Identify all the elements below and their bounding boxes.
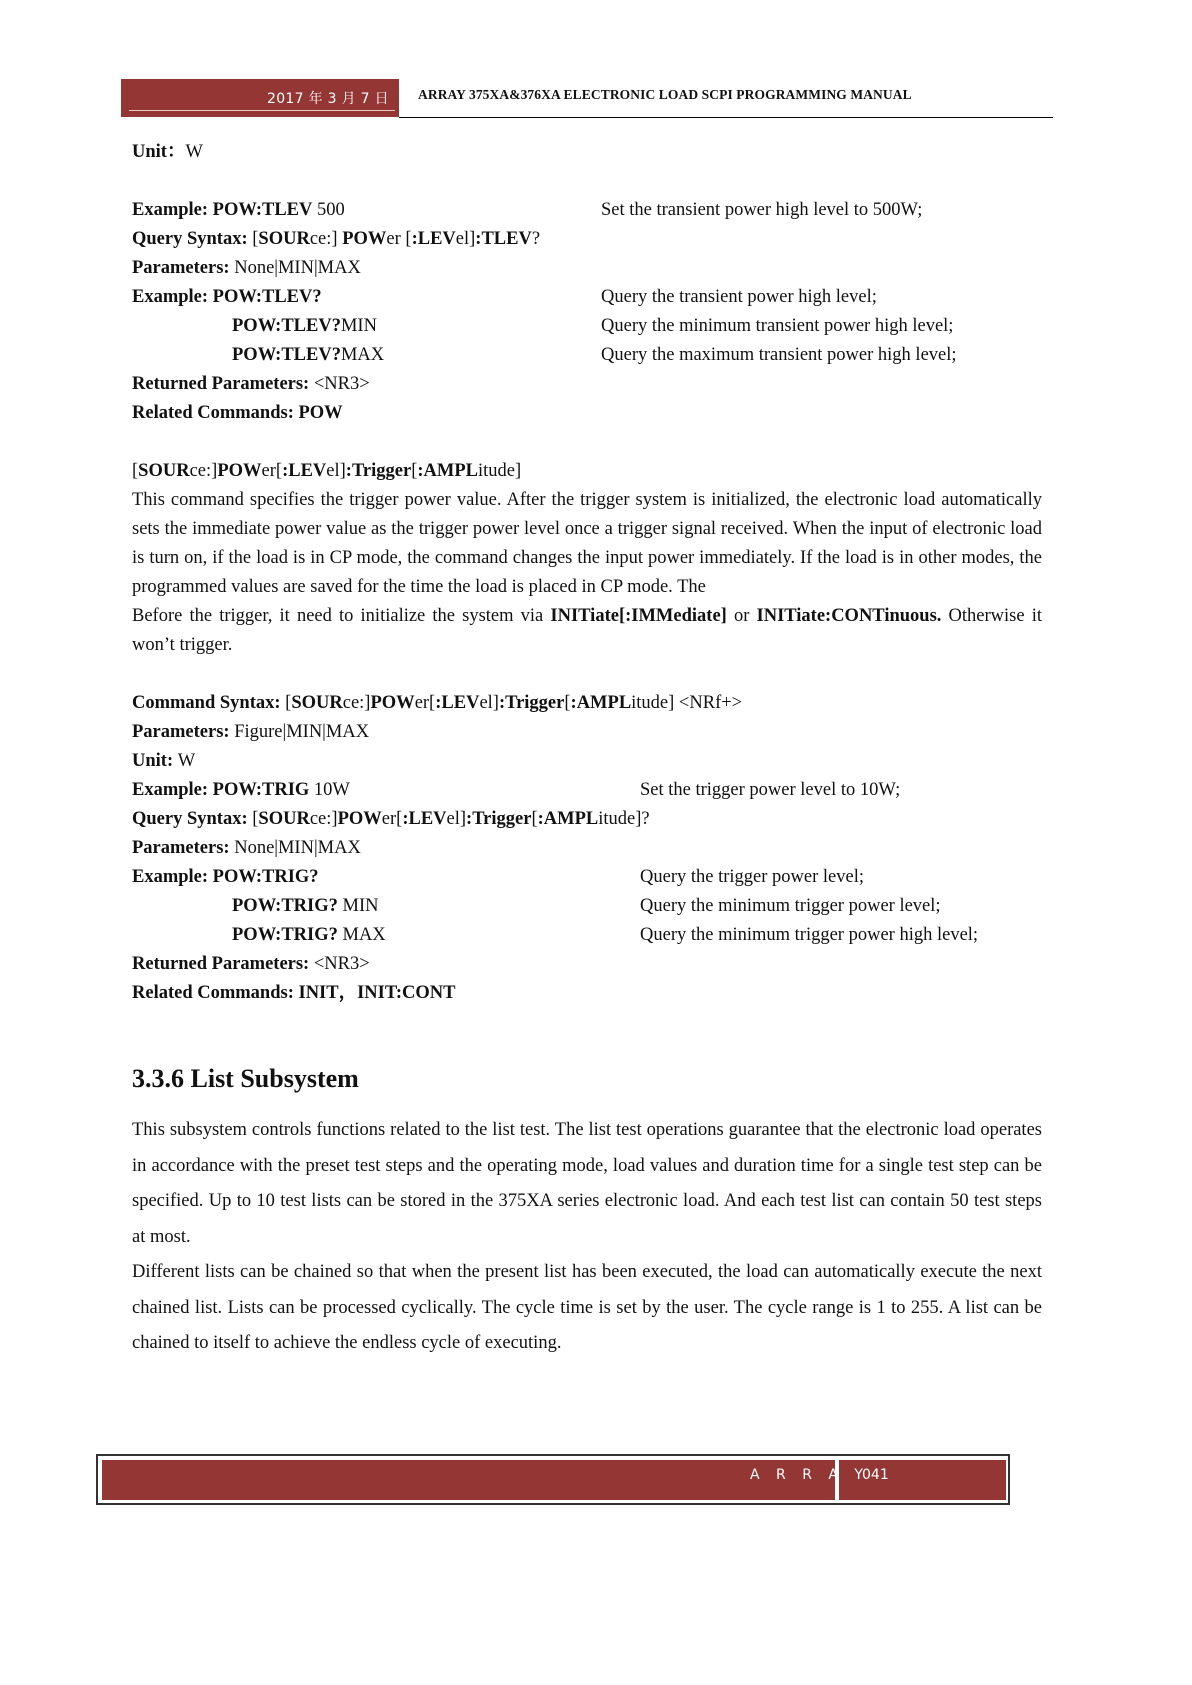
syntax-part: :LEV bbox=[435, 693, 480, 713]
page-number: 041 bbox=[862, 1467, 889, 1483]
syntax-part: SOUR bbox=[291, 693, 343, 713]
tlev-example-value: 500 bbox=[312, 200, 345, 220]
tlev-query-syntax-line bbox=[132, 225, 1042, 254]
cmd-part: [ bbox=[132, 461, 139, 481]
tlev-unit-label: Unit： bbox=[132, 142, 186, 162]
header-rule bbox=[399, 117, 1053, 118]
syntax-part: POW bbox=[370, 693, 415, 713]
cmd-part: itude] bbox=[477, 461, 522, 481]
trig-example2-desc: Query the trigger power level; bbox=[640, 867, 864, 887]
trig-example-label: Example: POW:TRIG bbox=[132, 780, 310, 800]
tlev-example3-desc: Query the minimum transient power high level; bbox=[601, 316, 954, 336]
trig-unit-label: Unit: bbox=[132, 751, 178, 771]
syntax-part: ce:] bbox=[309, 229, 343, 249]
syntax-part: POW bbox=[342, 229, 387, 249]
syntax-part: [ bbox=[252, 809, 259, 829]
syntax-part: :LEV bbox=[402, 809, 447, 829]
desc-part: Before the trigger, it need to initialize the system via bbox=[132, 606, 551, 626]
tlev-example3-cmd: POW:TLEV? bbox=[232, 316, 341, 336]
syntax-part: [ bbox=[285, 693, 292, 713]
tlev-example4-line bbox=[132, 341, 1042, 370]
syntax-part: SOUR bbox=[258, 229, 310, 249]
tlev-example4-arg: MAX bbox=[340, 345, 385, 365]
list-paragraph-1 bbox=[132, 1113, 1042, 1362]
syntax-part: el] bbox=[479, 693, 499, 713]
trig-example2-label: Example: POW:TRIG? bbox=[132, 867, 319, 887]
trig-command-syntax-line bbox=[132, 689, 1042, 718]
syntax-part: el] bbox=[446, 809, 467, 829]
cmd-part: POW bbox=[217, 461, 262, 481]
trig-query-params-value: None|MIN|MAX bbox=[234, 838, 361, 858]
syntax-part: ce:] bbox=[309, 809, 338, 829]
trig-command-title bbox=[132, 457, 1042, 486]
syntax-part: [ bbox=[531, 809, 538, 829]
trig-example4-arg: MAX bbox=[337, 925, 386, 945]
tlev-example2-desc: Query the transient power high level; bbox=[601, 287, 877, 307]
syntax-part: :LEV bbox=[411, 229, 456, 249]
syntax-part: :Trigger bbox=[466, 809, 532, 829]
cmd-part: er[ bbox=[261, 461, 283, 481]
tlev-unit-value: W bbox=[185, 142, 203, 162]
trig-unit-value: W bbox=[177, 751, 196, 771]
list-para2-text: Different lists can be chained so that when the present list has been executed, the load can automatically execute the next chained list. Lists can be processed cyclically. The cycle time is set by the user. The cycle range is 1 to 255. A list can be chained to itself to achieve the endless cycle of executing. bbox=[132, 1262, 1042, 1353]
trig-example4-line bbox=[132, 921, 1042, 950]
desc-part: Otherwise it won’t trigger. bbox=[132, 606, 1042, 655]
trig-example3-arg: MIN bbox=[337, 896, 379, 916]
cmd-part: SOUR bbox=[138, 461, 190, 481]
trig-query-syntax-line bbox=[132, 805, 1042, 834]
syntax-part: itude]? bbox=[598, 809, 650, 829]
syntax-part: er[ bbox=[414, 693, 436, 713]
footer-brand: A R R A Y bbox=[750, 1467, 869, 1483]
cmd-part: :Trigger bbox=[345, 461, 412, 481]
trig-example2-line bbox=[132, 863, 1042, 892]
trig-params-value: Figure|MIN|MAX bbox=[234, 722, 370, 742]
tlev-example2-line bbox=[132, 283, 1042, 312]
desc-part: or bbox=[726, 606, 757, 626]
header-title: ARRAY 375XA&376XA ELECTRONIC LOAD SCPI PROGRAMMING MANUAL bbox=[418, 87, 912, 102]
syntax-part: :AMPL bbox=[537, 809, 599, 829]
tlev-returned-value: <NR3> bbox=[313, 374, 370, 394]
trig-description: This command specifies the trigger power value. After the trigger system is initialized, the electronic load automatically sets the immediate power value as the trigger power level once a trigger signal received. When the input of electronic load is turn on, if the load is in CP mode, the command changes the input power immediately. If the load is in other modes, the programmed values are saved for the time the load is placed in CP mode. The bbox=[132, 490, 1042, 597]
trig-example-value: 10W bbox=[309, 780, 350, 800]
tlev-params-line bbox=[132, 254, 1042, 283]
tlev-example4-desc: Query the maximum transient power high level; bbox=[601, 345, 957, 365]
header-date-box bbox=[121, 79, 399, 117]
syntax-part: itude] <NRf+> bbox=[631, 693, 743, 713]
tlev-example4-cmd: POW:TLEV? bbox=[232, 345, 341, 365]
trig-example3-line bbox=[132, 892, 1042, 921]
desc-part: INITiate:CONTinuous. bbox=[756, 606, 942, 626]
cmd-part: :AMPL bbox=[417, 461, 478, 481]
syntax-part: el] bbox=[455, 229, 476, 249]
syntax-part: SOUR bbox=[258, 809, 310, 829]
syntax-part: er[ bbox=[381, 809, 403, 829]
trig-unit-line bbox=[132, 747, 1042, 776]
trig-params-line bbox=[132, 718, 1042, 747]
section-heading: 3.3.6 List Subsystem bbox=[132, 1064, 359, 1093]
trig-query-params-label: Parameters: bbox=[132, 838, 235, 858]
cmd-part: [ bbox=[411, 461, 418, 481]
cmd-part: el] bbox=[326, 461, 346, 481]
trig-related: Related Commands: INIT，INIT:CONT bbox=[132, 983, 456, 1003]
cmd-part: ce:] bbox=[189, 461, 218, 481]
trig-example4-cmd: POW:TRIG? bbox=[232, 925, 338, 945]
syntax-part: :Trigger bbox=[498, 693, 565, 713]
tlev-example-line bbox=[132, 196, 1042, 225]
trig-query-params-line bbox=[132, 834, 1042, 863]
syntax-part: er [ bbox=[386, 229, 412, 249]
tlev-related: Related Commands: POW bbox=[132, 403, 343, 423]
tlev-unit-line bbox=[132, 138, 1042, 167]
tlev-query-label: Query Syntax: bbox=[132, 229, 253, 249]
syntax-part: :TLEV bbox=[475, 229, 532, 249]
tlev-returned-label: Returned Parameters: bbox=[132, 374, 314, 394]
trig-example3-desc: Query the minimum trigger power level; bbox=[640, 896, 941, 916]
trig-description-2 bbox=[132, 602, 1042, 660]
trig-example3-cmd: POW:TRIG? bbox=[232, 896, 338, 916]
trig-returned-value: <NR3> bbox=[313, 954, 370, 974]
trig-returned-label: Returned Parameters: bbox=[132, 954, 314, 974]
tlev-example-desc: Set the transient power high level to 500W; bbox=[601, 200, 923, 220]
cmd-part: :LEV bbox=[282, 461, 327, 481]
trig-related-line bbox=[132, 979, 1042, 1008]
tlev-example3-arg: MIN bbox=[340, 316, 377, 336]
tlev-example2-label: Example: POW:TLEV? bbox=[132, 287, 322, 307]
syntax-part: ? bbox=[531, 229, 541, 249]
tlev-example3-line bbox=[132, 312, 1042, 341]
tlev-related-line bbox=[132, 399, 1042, 428]
syntax-part: [ bbox=[252, 229, 259, 249]
syntax-part: [ bbox=[564, 693, 571, 713]
tlev-returned-line bbox=[132, 370, 1042, 399]
header-date: 2017 年 3 月 7 日 bbox=[267, 91, 389, 107]
desc-part: INITiate[:IMMediate] bbox=[550, 606, 727, 626]
trig-params-label: Parameters: bbox=[132, 722, 235, 742]
trig-syntax-label: Command Syntax: bbox=[132, 693, 286, 713]
tlev-example-label: Example: POW:TLEV bbox=[132, 200, 313, 220]
trig-example4-desc: Query the minimum trigger power high level; bbox=[640, 925, 979, 945]
trig-example-line bbox=[132, 776, 1042, 805]
trig-example-desc: Set the trigger power level to 10W; bbox=[640, 780, 901, 800]
header-date-underline bbox=[129, 110, 395, 111]
syntax-part: :AMPL bbox=[570, 693, 632, 713]
list-para1-text: This subsystem controls functions related to the list test. The list test operations guarantee that the electronic load operates in accordance with the preset test steps and the operating mode, load values and duration time for a single test step can be specified. Up to 10 test lists can be stored in the 375XA series electronic load. And each test list can contain 50 test steps at most. bbox=[132, 1120, 1042, 1247]
trig-query-label: Query Syntax: bbox=[132, 809, 253, 829]
tlev-params-value: None|MIN|MAX bbox=[234, 258, 361, 278]
page-content bbox=[132, 138, 1042, 1362]
syntax-part: ce:] bbox=[342, 693, 371, 713]
tlev-params-label: Parameters: bbox=[132, 258, 235, 278]
trig-returned-line bbox=[132, 950, 1042, 979]
syntax-part: POW bbox=[337, 809, 382, 829]
